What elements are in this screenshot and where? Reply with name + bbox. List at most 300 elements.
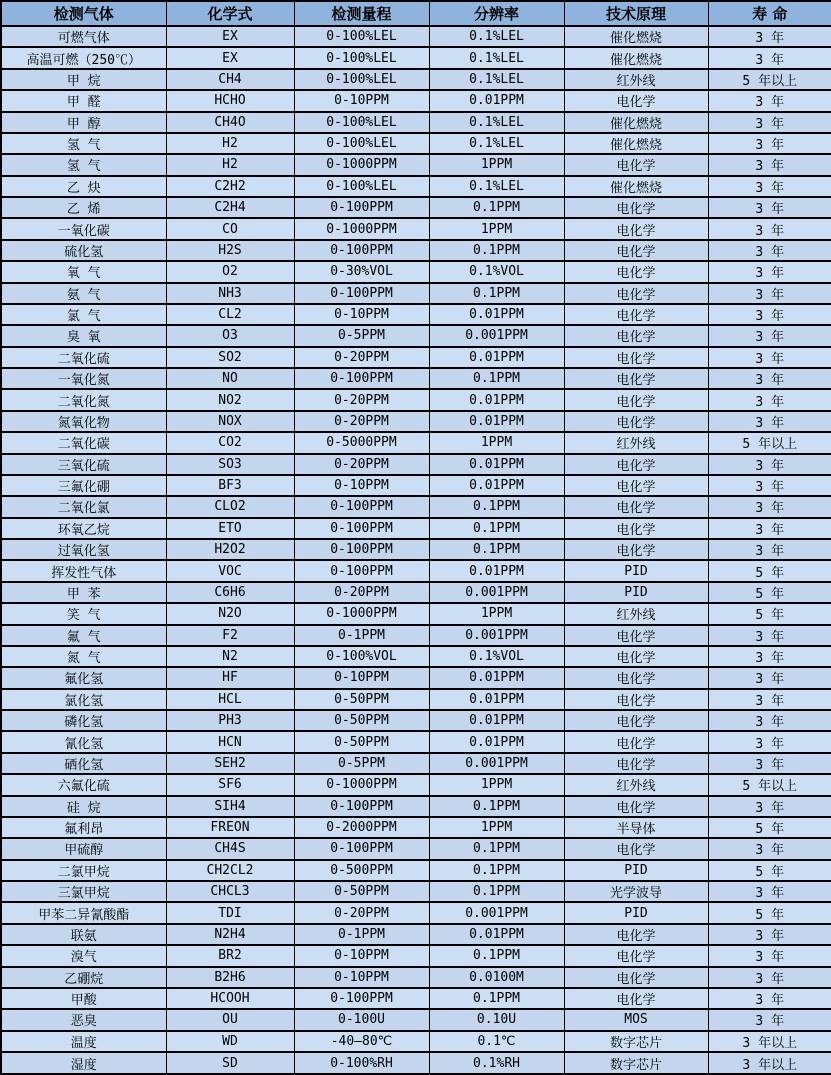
cell-technology: 电化学 (564, 304, 708, 325)
table-row (1, 112, 831, 133)
cell-resolution: 0.1%RH (429, 1052, 564, 1074)
cell-gas-name: 甲酸 (1, 988, 166, 1009)
cell-chemical-formula: WD (166, 1031, 294, 1052)
cell-resolution: 0.01PPM (429, 731, 564, 752)
cell-technology: 电化学 (564, 667, 708, 688)
table-row (1, 1009, 831, 1030)
cell-resolution: 0.01PPM (429, 667, 564, 688)
cell-technology: 电化学 (564, 625, 708, 646)
cell-lifespan: 3 年 (708, 154, 831, 175)
cell-detection-range: 0-100%LEL (294, 47, 429, 68)
cell-detection-range: 0-20PPM (294, 902, 429, 923)
cell-chemical-formula: N2H4 (166, 924, 294, 945)
cell-detection-range: 0-50PPM (294, 710, 429, 731)
cell-detection-range: 0-100%LEL (294, 112, 429, 133)
cell-detection-range: 0-500PPM (294, 860, 429, 881)
cell-detection-range: 0-100%LEL (294, 176, 429, 197)
header-detection-range: 检测量程 (294, 1, 429, 26)
cell-chemical-formula: C2H4 (166, 197, 294, 218)
cell-technology: 半导体 (564, 817, 708, 838)
cell-gas-name: 乙硼烷 (1, 967, 166, 988)
cell-lifespan: 3 年 (708, 710, 831, 731)
table-row (1, 240, 831, 261)
cell-gas-name: 三氧化硫 (1, 454, 166, 475)
cell-detection-range: 0-2000PPM (294, 817, 429, 838)
cell-technology: 催化燃烧 (564, 133, 708, 154)
cell-chemical-formula: HCOOH (166, 988, 294, 1009)
cell-resolution: 0.001PPM (429, 582, 564, 603)
cell-resolution: 0.1%LEL (429, 47, 564, 68)
header-technology: 技术原理 (564, 1, 708, 26)
cell-chemical-formula: SIH4 (166, 796, 294, 817)
cell-gas-name: 甲苯二异氰酸酯 (1, 902, 166, 923)
cell-detection-range: 0-20PPM (294, 347, 429, 368)
table-row (1, 945, 831, 966)
cell-lifespan: 5 年 (708, 817, 831, 838)
cell-chemical-formula: SD (166, 1052, 294, 1074)
cell-lifespan: 5 年 (708, 582, 831, 603)
cell-resolution: 0.1%LEL (429, 133, 564, 154)
cell-chemical-formula: CH2CL2 (166, 860, 294, 881)
cell-gas-name: 磷化氢 (1, 710, 166, 731)
cell-detection-range: 0-1000PPM (294, 154, 429, 175)
cell-resolution: 0.01PPM (429, 475, 564, 496)
cell-technology: PID (564, 582, 708, 603)
cell-technology: 电化学 (564, 988, 708, 1009)
cell-chemical-formula: N2O (166, 603, 294, 624)
cell-technology: 电化学 (564, 347, 708, 368)
cell-lifespan: 3 年 (708, 945, 831, 966)
cell-technology: 电化学 (564, 518, 708, 539)
cell-detection-range: 0-5PPM (294, 325, 429, 346)
header-chemical-formula: 化学式 (166, 1, 294, 26)
cell-resolution: 0.001PPM (429, 753, 564, 774)
cell-resolution: 0.001PPM (429, 325, 564, 346)
cell-chemical-formula: F2 (166, 625, 294, 646)
table-row (1, 689, 831, 710)
cell-detection-range: 0-10PPM (294, 667, 429, 688)
cell-technology: 红外线 (564, 774, 708, 795)
cell-chemical-formula: PH3 (166, 710, 294, 731)
cell-chemical-formula: NO (166, 368, 294, 389)
cell-chemical-formula: NOX (166, 411, 294, 432)
cell-technology: 电化学 (564, 218, 708, 239)
cell-resolution: 0.01PPM (429, 689, 564, 710)
cell-chemical-formula: HCHO (166, 90, 294, 111)
cell-lifespan: 5 年以上 (708, 432, 831, 453)
table-body (1, 26, 831, 1074)
table-row (1, 902, 831, 923)
cell-gas-name: 氨 气 (1, 283, 166, 304)
cell-detection-range: 0-100PPM (294, 283, 429, 304)
table-row (1, 432, 831, 453)
cell-resolution: 0.1PPM (429, 518, 564, 539)
cell-lifespan: 3 年 (708, 411, 831, 432)
cell-detection-range: 0-1PPM (294, 924, 429, 945)
cell-gas-name: 过氧化氢 (1, 539, 166, 560)
cell-technology: 电化学 (564, 646, 708, 667)
cell-detection-range: 0-1000PPM (294, 218, 429, 239)
cell-resolution: 1PPM (429, 603, 564, 624)
cell-technology: 电化学 (564, 411, 708, 432)
cell-lifespan: 3 年 (708, 283, 831, 304)
table-row (1, 710, 831, 731)
cell-gas-name: 恶臭 (1, 1009, 166, 1030)
cell-technology: 电化学 (564, 496, 708, 517)
table-row (1, 454, 831, 475)
cell-gas-name: 三氯甲烷 (1, 881, 166, 902)
cell-chemical-formula: CO2 (166, 432, 294, 453)
cell-resolution: 0.1PPM (429, 496, 564, 517)
table-row (1, 860, 831, 881)
cell-technology: PID (564, 902, 708, 923)
cell-chemical-formula: HCL (166, 689, 294, 710)
cell-lifespan: 3 年 (708, 625, 831, 646)
table-row (1, 47, 831, 68)
cell-resolution: 0.01PPM (429, 924, 564, 945)
cell-technology: 电化学 (564, 454, 708, 475)
cell-lifespan: 3 年 (708, 646, 831, 667)
cell-detection-range: 0-50PPM (294, 689, 429, 710)
cell-technology: 催化燃烧 (564, 112, 708, 133)
cell-technology: PID (564, 860, 708, 881)
cell-resolution: 0.1PPM (429, 197, 564, 218)
cell-technology: 电化学 (564, 838, 708, 859)
table-row (1, 133, 831, 154)
cell-technology: PID (564, 560, 708, 581)
cell-technology: 催化燃烧 (564, 176, 708, 197)
cell-chemical-formula: H2S (166, 240, 294, 261)
table-row (1, 646, 831, 667)
cell-gas-name: 氟化氢 (1, 667, 166, 688)
cell-resolution: 0.1%LEL (429, 176, 564, 197)
table-row (1, 731, 831, 752)
cell-resolution: 1PPM (429, 218, 564, 239)
cell-lifespan: 5 年 (708, 860, 831, 881)
cell-resolution: 0.1PPM (429, 860, 564, 881)
cell-gas-name: 二氯甲烷 (1, 860, 166, 881)
cell-technology: 电化学 (564, 90, 708, 111)
cell-resolution: 0.10U (429, 1009, 564, 1030)
cell-detection-range: 0-1000PPM (294, 603, 429, 624)
cell-chemical-formula: SEH2 (166, 753, 294, 774)
cell-gas-name: 笑 气 (1, 603, 166, 624)
cell-resolution: 0.1PPM (429, 838, 564, 859)
cell-gas-name: 甲 醇 (1, 112, 166, 133)
cell-lifespan: 5 年以上 (708, 774, 831, 795)
cell-gas-name: 甲 烷 (1, 69, 166, 90)
cell-technology: 电化学 (564, 325, 708, 346)
cell-lifespan: 3 年 (708, 1009, 831, 1030)
table-row (1, 582, 831, 603)
cell-technology: 电化学 (564, 368, 708, 389)
table-row (1, 176, 831, 197)
cell-resolution: 0.1PPM (429, 539, 564, 560)
cell-lifespan: 5 年 (708, 560, 831, 581)
cell-technology: 催化燃烧 (564, 47, 708, 68)
cell-chemical-formula: HCN (166, 731, 294, 752)
cell-chemical-formula: H2 (166, 133, 294, 154)
table-row (1, 261, 831, 282)
cell-lifespan: 3 年 (708, 753, 831, 774)
cell-technology: MOS (564, 1009, 708, 1030)
cell-gas-name: 一氧化氮 (1, 368, 166, 389)
cell-resolution: 0.1PPM (429, 240, 564, 261)
cell-lifespan: 3 年 (708, 496, 831, 517)
cell-lifespan: 3 年 (708, 26, 831, 47)
cell-detection-range: 0-100PPM (294, 539, 429, 560)
cell-resolution: 0.1PPM (429, 881, 564, 902)
cell-chemical-formula: C2H2 (166, 176, 294, 197)
cell-gas-name: 氯 气 (1, 304, 166, 325)
cell-detection-range: 0-100PPM (294, 496, 429, 517)
cell-resolution: 0.01PPM (429, 90, 564, 111)
cell-gas-name: 环氧乙烷 (1, 518, 166, 539)
table-row (1, 197, 831, 218)
table-row (1, 881, 831, 902)
cell-detection-range: 0-50PPM (294, 881, 429, 902)
cell-chemical-formula: SO2 (166, 347, 294, 368)
cell-technology: 红外线 (564, 603, 708, 624)
header-resolution: 分辨率 (429, 1, 564, 26)
cell-chemical-formula: EX (166, 26, 294, 47)
cell-technology: 数字芯片 (564, 1031, 708, 1052)
cell-gas-name: 氟利昂 (1, 817, 166, 838)
table-row (1, 1031, 831, 1052)
cell-chemical-formula: O2 (166, 261, 294, 282)
cell-resolution: 0.01PPM (429, 560, 564, 581)
cell-gas-name: 硅 烷 (1, 796, 166, 817)
cell-gas-name: 可燃气体 (1, 26, 166, 47)
cell-resolution: 0.01PPM (429, 304, 564, 325)
cell-lifespan: 3 年 (708, 539, 831, 560)
cell-lifespan: 3 年 (708, 838, 831, 859)
cell-detection-range: 0-20PPM (294, 411, 429, 432)
cell-gas-name: 氰化氢 (1, 731, 166, 752)
cell-technology: 电化学 (564, 197, 708, 218)
cell-chemical-formula: BF3 (166, 475, 294, 496)
cell-chemical-formula: EX (166, 47, 294, 68)
cell-detection-range: 0-100PPM (294, 240, 429, 261)
cell-technology: 催化燃烧 (564, 26, 708, 47)
cell-chemical-formula: ETO (166, 518, 294, 539)
cell-gas-name: 乙 炔 (1, 176, 166, 197)
table-row (1, 967, 831, 988)
cell-chemical-formula: CH4O (166, 112, 294, 133)
cell-technology: 电化学 (564, 389, 708, 410)
cell-chemical-formula: HF (166, 667, 294, 688)
cell-gas-name: 高温可燃（250℃） (1, 47, 166, 68)
cell-lifespan: 5 年 (708, 902, 831, 923)
cell-lifespan: 3 年 (708, 218, 831, 239)
cell-detection-range: 0-100%LEL (294, 133, 429, 154)
cell-resolution: 1PPM (429, 817, 564, 838)
cell-chemical-formula: NH3 (166, 283, 294, 304)
cell-technology: 电化学 (564, 710, 708, 731)
cell-technology: 光学波导 (564, 881, 708, 902)
cell-gas-name: 三氟化硼 (1, 475, 166, 496)
cell-resolution: 1PPM (429, 154, 564, 175)
table-row (1, 838, 831, 859)
cell-gas-name: 氮氧化物 (1, 411, 166, 432)
table-row (1, 667, 831, 688)
cell-detection-range: 0-1PPM (294, 625, 429, 646)
cell-chemical-formula: CL2 (166, 304, 294, 325)
cell-lifespan: 3 年 (708, 689, 831, 710)
cell-resolution: 0.01PPM (429, 454, 564, 475)
header-gas-name: 检测气体 (1, 1, 166, 26)
cell-gas-name: 温度 (1, 1031, 166, 1052)
cell-detection-range: 0-30%VOL (294, 261, 429, 282)
table-row (1, 69, 831, 90)
cell-resolution: 0.01PPM (429, 389, 564, 410)
table-row (1, 304, 831, 325)
cell-gas-name: 二氧化氮 (1, 389, 166, 410)
table-row (1, 389, 831, 410)
cell-detection-range: 0-100U (294, 1009, 429, 1030)
cell-resolution: 0.001PPM (429, 902, 564, 923)
cell-technology: 电化学 (564, 689, 708, 710)
cell-gas-name: 联氨 (1, 924, 166, 945)
table-row (1, 368, 831, 389)
cell-lifespan: 3 年 (708, 240, 831, 261)
cell-chemical-formula: TDI (166, 902, 294, 923)
table-row (1, 796, 831, 817)
cell-chemical-formula: VOC (166, 560, 294, 581)
table-row (1, 817, 831, 838)
cell-detection-range: 0-10PPM (294, 304, 429, 325)
cell-chemical-formula: O3 (166, 325, 294, 346)
table-row (1, 283, 831, 304)
cell-resolution: 0.001PPM (429, 625, 564, 646)
cell-chemical-formula: CHCL3 (166, 881, 294, 902)
cell-chemical-formula: H2O2 (166, 539, 294, 560)
cell-resolution: 0.01PPM (429, 411, 564, 432)
table-row (1, 518, 831, 539)
cell-gas-name: 氧 气 (1, 261, 166, 282)
cell-gas-name: 一氧化碳 (1, 218, 166, 239)
cell-gas-name: 乙 烯 (1, 197, 166, 218)
cell-detection-range: 0-100PPM (294, 518, 429, 539)
cell-lifespan: 3 年 (708, 454, 831, 475)
cell-lifespan: 3 年以上 (708, 1052, 831, 1074)
table-row (1, 90, 831, 111)
cell-chemical-formula: CLO2 (166, 496, 294, 517)
cell-chemical-formula: SF6 (166, 774, 294, 795)
cell-gas-name: 二氧化碳 (1, 432, 166, 453)
cell-lifespan: 3 年 (708, 90, 831, 111)
cell-lifespan: 3 年 (708, 133, 831, 154)
cell-lifespan: 3 年 (708, 796, 831, 817)
cell-gas-name: 湿度 (1, 1052, 166, 1074)
cell-lifespan: 5 年 (708, 603, 831, 624)
cell-detection-range: 0-5PPM (294, 753, 429, 774)
cell-lifespan: 3 年 (708, 347, 831, 368)
cell-technology: 电化学 (564, 731, 708, 752)
table-row (1, 924, 831, 945)
table-row (1, 218, 831, 239)
cell-detection-range: 0-100PPM (294, 197, 429, 218)
cell-detection-range: 0-10PPM (294, 945, 429, 966)
cell-lifespan: 3 年 (708, 988, 831, 1009)
cell-resolution: 0.1%LEL (429, 26, 564, 47)
table-header-row (1, 1, 831, 26)
cell-lifespan: 3 年 (708, 924, 831, 945)
cell-detection-range: 0-100PPM (294, 368, 429, 389)
cell-gas-name: 臭 氧 (1, 325, 166, 346)
cell-gas-name: 二氧化氯 (1, 496, 166, 517)
cell-chemical-formula: SO3 (166, 454, 294, 475)
cell-gas-name: 挥发性气体 (1, 560, 166, 581)
cell-lifespan: 3 年 (708, 475, 831, 496)
cell-chemical-formula: OU (166, 1009, 294, 1030)
cell-technology: 电化学 (564, 261, 708, 282)
cell-resolution: 0.1%LEL (429, 112, 564, 133)
cell-resolution: 0.1PPM (429, 945, 564, 966)
cell-chemical-formula: BR2 (166, 945, 294, 966)
cell-resolution: 0.1℃ (429, 1031, 564, 1052)
table-row (1, 26, 831, 47)
cell-gas-name: 二氧化硫 (1, 347, 166, 368)
cell-detection-range: 0-10PPM (294, 475, 429, 496)
cell-resolution: 0.1PPM (429, 368, 564, 389)
cell-chemical-formula: CH4S (166, 838, 294, 859)
cell-lifespan: 3 年 (708, 667, 831, 688)
cell-technology: 数字芯片 (564, 1052, 708, 1074)
table-row (1, 603, 831, 624)
table-row (1, 1052, 831, 1074)
cell-chemical-formula: C6H6 (166, 582, 294, 603)
cell-gas-name: 硒化氢 (1, 753, 166, 774)
cell-lifespan: 3 年 (708, 47, 831, 68)
cell-chemical-formula: N2 (166, 646, 294, 667)
table-row (1, 475, 831, 496)
cell-technology: 电化学 (564, 796, 708, 817)
cell-resolution: 0.01PPM (429, 710, 564, 731)
cell-gas-name: 氟 气 (1, 625, 166, 646)
cell-technology: 电化学 (564, 945, 708, 966)
cell-resolution: 0.1%VOL (429, 261, 564, 282)
cell-chemical-formula: NO2 (166, 389, 294, 410)
cell-resolution: 0.1PPM (429, 283, 564, 304)
table-row (1, 347, 831, 368)
table-row (1, 625, 831, 646)
header-lifespan: 寿 命 (708, 1, 831, 26)
cell-detection-range: 0-100%LEL (294, 69, 429, 90)
cell-detection-range: 0-20PPM (294, 389, 429, 410)
cell-resolution: 0.1%LEL (429, 69, 564, 90)
cell-chemical-formula: B2H6 (166, 967, 294, 988)
cell-detection-range: 0-100%LEL (294, 26, 429, 47)
cell-detection-range: 0-100%VOL (294, 646, 429, 667)
cell-resolution: 1PPM (429, 774, 564, 795)
table-row (1, 753, 831, 774)
cell-technology: 电化学 (564, 154, 708, 175)
cell-detection-range: 0-10PPM (294, 90, 429, 111)
cell-lifespan: 3 年 (708, 197, 831, 218)
cell-chemical-formula: CO (166, 218, 294, 239)
cell-lifespan: 3 年 (708, 176, 831, 197)
cell-resolution: 0.1PPM (429, 988, 564, 1009)
cell-detection-range: 0-10PPM (294, 967, 429, 988)
cell-technology: 电化学 (564, 539, 708, 560)
cell-gas-name: 硫化氢 (1, 240, 166, 261)
cell-detection-range: -40—80℃ (294, 1031, 429, 1052)
cell-technology: 红外线 (564, 432, 708, 453)
cell-gas-name: 溴气 (1, 945, 166, 966)
cell-resolution: 0.0100M (429, 967, 564, 988)
cell-detection-range: 0-100%RH (294, 1052, 429, 1074)
